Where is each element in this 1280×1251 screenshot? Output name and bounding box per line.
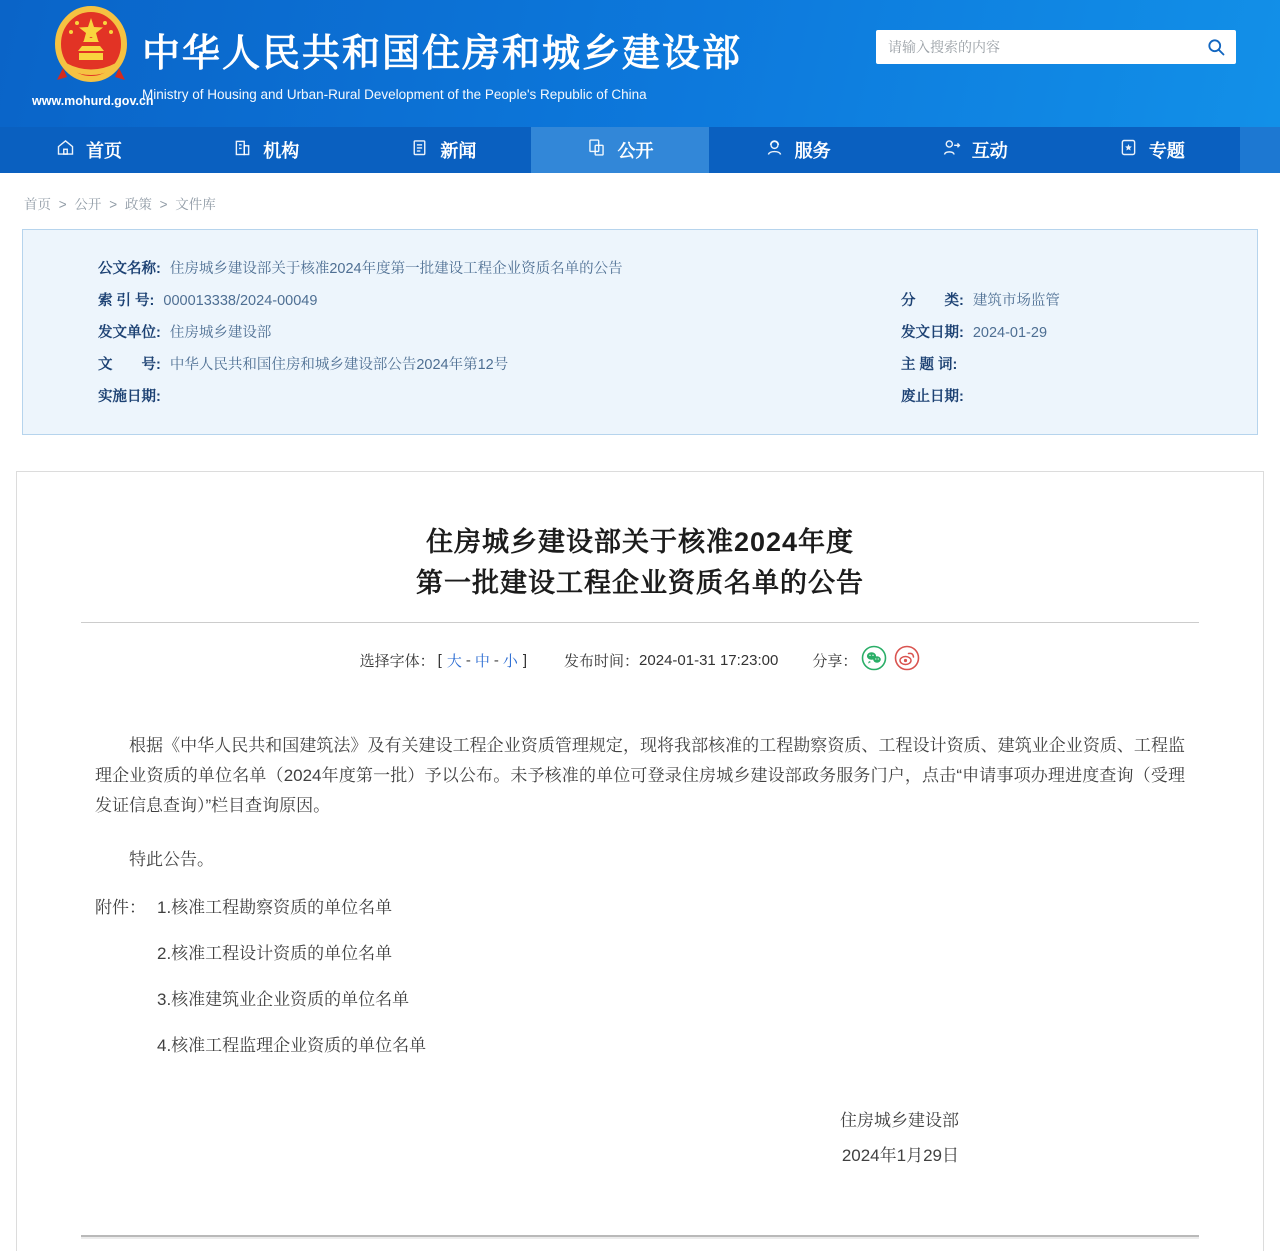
service-icon bbox=[764, 137, 785, 163]
nav-item-special-topic[interactable] bbox=[1063, 127, 1240, 173]
font-size-medium-link[interactable]: 中 bbox=[474, 652, 490, 670]
article-info-row bbox=[17, 645, 1263, 675]
nav-item-disclosure[interactable] bbox=[531, 127, 708, 173]
font-size-selector bbox=[360, 650, 530, 671]
attachments-block bbox=[95, 893, 1185, 1077]
meta-label: 实施日期: bbox=[98, 389, 161, 405]
meta-label: 废止日期: bbox=[901, 389, 964, 405]
breadcrumb-home[interactable]: 首页 bbox=[24, 197, 51, 212]
breadcrumb-separator: > bbox=[109, 197, 118, 212]
article-notice: 特此公告。 bbox=[129, 850, 214, 869]
meta-row-issue-date bbox=[901, 324, 1257, 342]
article-title bbox=[17, 522, 1263, 604]
breadcrumb-separator: > bbox=[58, 197, 67, 212]
meta-label: 发文日期: bbox=[901, 325, 964, 341]
meta-value: 建筑市场监管 bbox=[972, 293, 1060, 309]
nav-item-service[interactable] bbox=[709, 127, 886, 173]
document-meta-card bbox=[22, 229, 1258, 435]
search-box bbox=[876, 30, 1236, 64]
organization-icon bbox=[232, 137, 253, 163]
attachments-label: 附件： bbox=[95, 898, 146, 917]
meta-row-subject-words bbox=[901, 356, 1257, 374]
national-emblem-icon bbox=[53, 75, 129, 92]
attachment-item-2[interactable]: 2.核准工程设计资质的单位名单 bbox=[157, 944, 393, 963]
publish-time bbox=[564, 650, 778, 671]
nav-label: 专题 bbox=[1148, 141, 1185, 161]
font-size-separator: - bbox=[465, 651, 471, 669]
breadcrumb bbox=[24, 193, 1280, 213]
site-header bbox=[0, 0, 1280, 127]
article-title-line1: 住房城乡建设部关于核准2024年度 bbox=[425, 527, 855, 557]
meta-row-index-number bbox=[98, 292, 901, 310]
site-url: www.mohurd.gov.cn bbox=[32, 94, 154, 108]
nav-item-interaction[interactable] bbox=[886, 127, 1063, 173]
share-group bbox=[812, 645, 920, 675]
article-paragraph: 根据《中华人民共和国建筑法》及有关建设工程企业资质管理规定，现将我部核准的工程勘察资质、工程设计资质、建筑业企业资质、工程监理企业资质的单位名单（2024年度第一批）予以公布。未予核准的单位可登录住房城乡建设部政务服务门户，点击“申请事项办理进度查询（受理发证信息查询）”栏目查询原因。 bbox=[95, 736, 1185, 815]
nav-label: 机构 bbox=[263, 141, 300, 161]
attachment-item-1[interactable]: 1.核准工程勘察资质的单位名单 bbox=[157, 898, 393, 917]
breadcrumb-separator: > bbox=[159, 197, 168, 212]
special-topic-icon bbox=[1118, 137, 1139, 163]
nav-item-organization[interactable] bbox=[177, 127, 354, 173]
wechat-icon[interactable] bbox=[861, 645, 887, 675]
article-card bbox=[16, 471, 1264, 1251]
share-label: 分享： bbox=[812, 652, 858, 670]
meta-label: 分 类: bbox=[901, 293, 964, 309]
meta-label: 文 号: bbox=[98, 357, 161, 373]
meta-value: 住房城乡建设部 bbox=[169, 325, 272, 341]
main-nav bbox=[0, 127, 1280, 173]
meta-label: 发文单位: bbox=[98, 325, 161, 341]
meta-value: 中华人民共和国住房和城乡建设部公告2024年第12号 bbox=[169, 357, 509, 373]
news-icon bbox=[409, 137, 430, 163]
meta-row-document-name bbox=[98, 260, 1257, 278]
weibo-icon[interactable] bbox=[894, 645, 920, 675]
nav-label: 公开 bbox=[617, 141, 654, 161]
breadcrumb-document-library[interactable]: 文件库 bbox=[175, 197, 216, 212]
bottom-divider bbox=[81, 1235, 1199, 1237]
bracket-close: ] bbox=[522, 651, 528, 669]
signature-block bbox=[95, 1103, 1185, 1173]
meta-row-abolition-date bbox=[901, 388, 1257, 406]
title-divider bbox=[81, 622, 1199, 623]
article-title-line2: 第一批建设工程企业资质名单的公告 bbox=[416, 568, 864, 598]
meta-value: 000013338/2024-00049 bbox=[163, 293, 318, 309]
search-icon[interactable] bbox=[1206, 37, 1226, 57]
meta-row-category bbox=[901, 292, 1257, 310]
meta-label: 索 引 号: bbox=[98, 293, 155, 309]
nav-label: 首页 bbox=[86, 141, 123, 161]
meta-row-implementation-date bbox=[98, 388, 901, 406]
publish-time-label: 发布时间： bbox=[564, 652, 640, 670]
font-size-large-link[interactable]: 大 bbox=[446, 652, 462, 670]
publish-time-value: 2024-01-31 17:23:00 bbox=[639, 651, 779, 669]
meta-value: 2024-01-29 bbox=[972, 325, 1048, 341]
breadcrumb-policy[interactable]: 政策 bbox=[124, 197, 152, 212]
meta-row-issuing-unit bbox=[98, 324, 901, 342]
disclosure-icon bbox=[586, 137, 607, 163]
nav-label: 新闻 bbox=[440, 141, 477, 161]
signature-org: 住房城乡建设部 bbox=[840, 1111, 959, 1130]
nav-item-home[interactable] bbox=[0, 127, 177, 173]
nav-label: 服务 bbox=[794, 141, 831, 161]
breadcrumb-disclosure[interactable]: 公开 bbox=[74, 197, 102, 212]
search-input[interactable] bbox=[888, 39, 1206, 55]
attachment-item-3[interactable]: 3.核准建筑业企业资质的单位名单 bbox=[157, 990, 410, 1009]
meta-row-document-number bbox=[98, 356, 901, 374]
font-selector-label: 选择字体： bbox=[359, 652, 435, 670]
font-size-separator: - bbox=[493, 651, 499, 669]
site-subtitle: Ministry of Housing and Urban-Rural Development of the People's Republic of China bbox=[142, 87, 647, 102]
site-logo[interactable] bbox=[32, 6, 154, 108]
home-icon bbox=[55, 137, 76, 163]
meta-label: 公文名称: bbox=[98, 261, 161, 277]
signature-date: 2024年1月29日 bbox=[841, 1146, 959, 1165]
interaction-icon bbox=[941, 137, 962, 163]
nav-item-news[interactable] bbox=[354, 127, 531, 173]
article-body bbox=[17, 731, 1263, 1173]
font-size-small-link[interactable]: 小 bbox=[502, 652, 518, 670]
site-title: 中华人民共和国住房和城乡建设部 bbox=[142, 33, 743, 75]
meta-value: 住房城乡建设部关于核准2024年度第一批建设工程企业资质名单的公告 bbox=[169, 261, 623, 277]
nav-label: 互动 bbox=[971, 141, 1008, 161]
meta-label: 主 题 词: bbox=[901, 357, 958, 373]
bracket-open: [ bbox=[437, 651, 442, 669]
attachment-item-4[interactable]: 4.核准工程监理企业资质的单位名单 bbox=[157, 1036, 427, 1055]
nav-tail-decoration bbox=[1240, 127, 1280, 173]
